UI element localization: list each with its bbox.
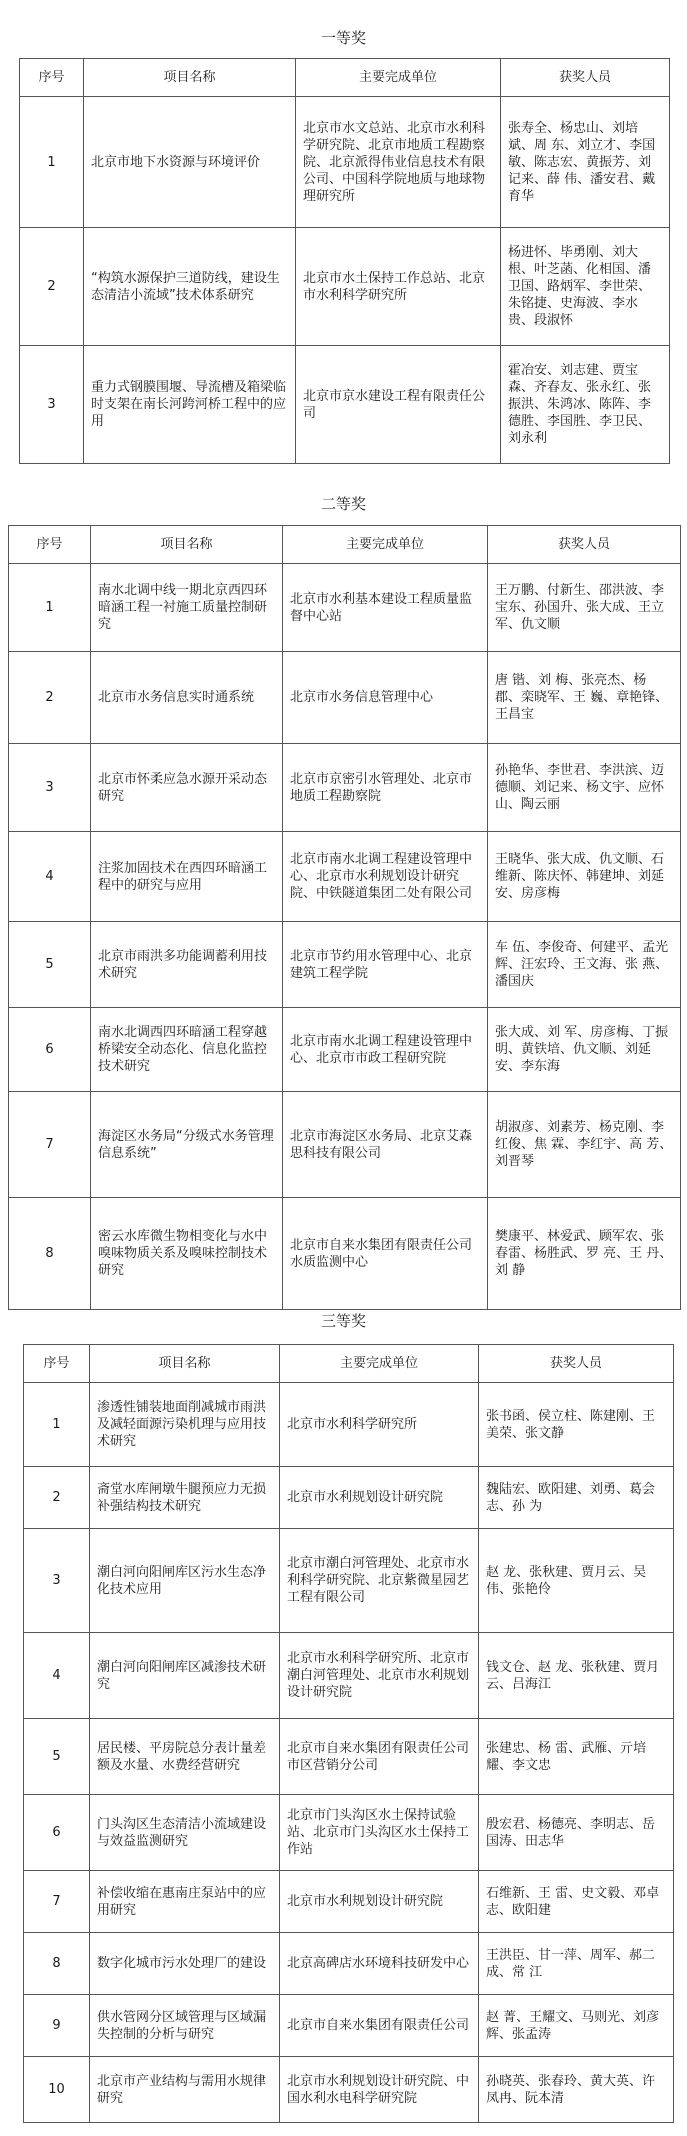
table-row: [24, 1933, 674, 1995]
table-row: [20, 228, 670, 346]
table-row: [24, 1633, 674, 1719]
table-row: [24, 1529, 674, 1633]
section-title-second-prize: 二等奖: [320, 495, 366, 513]
row-no: 7: [9, 1092, 91, 1198]
row-no: 3: [9, 744, 91, 832]
first-prize-table: [19, 58, 670, 464]
row-unit: 北京市水利科学研究所: [280, 1383, 479, 1467]
row-people: 霍冶安、刘志建、贾宝森、齐春友、张永红、张振洪、朱鸿冰、陈阵、李德胜、李国胜、李卫民、刘永利: [501, 346, 670, 464]
row-no: 2: [9, 652, 91, 744]
row-project-name: 北京市怀柔应急水源开采动态研究: [91, 744, 283, 832]
row-no: 10: [24, 2057, 90, 2123]
row-unit: 北京市水利规划设计研究院: [280, 1467, 479, 1529]
header-unit: 主要完成单位: [296, 59, 501, 97]
row-people: 钱文仓、赵 龙、张秋建、贾月云、吕海江: [479, 1633, 674, 1719]
row-project-name: 潮白河向阳闸库区污水生态净化技术应用: [90, 1529, 280, 1633]
row-project-name: 斋堂水库闸墩牛腿预应力无损补强结构技术研究: [90, 1467, 280, 1529]
header-project-name: 项目名称: [84, 59, 296, 97]
row-no: 5: [24, 1719, 90, 1795]
header-project-name: 项目名称: [91, 526, 283, 564]
row-unit: 北京市水土保持工作总站、北京市水利科学研究所: [296, 228, 501, 346]
row-people: 张建忠、杨 雷、武雁、亓培耀、李文忠: [479, 1719, 674, 1795]
section-title-third-prize: 三等奖: [320, 1312, 366, 1330]
row-no: 3: [20, 346, 84, 464]
row-people: 樊康平、林爱武、顾军农、张春雷、杨胜武、罗 亮、王 丹、刘 静: [488, 1198, 681, 1310]
row-project-name: 北京市地下水资源与环境评价: [84, 97, 296, 228]
row-people: 王万鹏、付新生、邵洪波、李宝东、孙国升、张大成、王立军、仇文顺: [488, 564, 681, 652]
third-prize-table: [23, 1344, 674, 2123]
row-unit: 北京市水利基本建设工程质量监督中心站: [283, 564, 488, 652]
row-project-name: 渗透性铺装地面削减城市雨洪及减轻面源污染机理与应用技术研究: [90, 1383, 280, 1467]
row-unit: 北京市海淀区水务局、北京艾森思科技有限公司: [283, 1092, 488, 1198]
row-people: 唐 锴、刘 梅、张亮杰、杨 郡、栾晓军、王 巍、章艳锋、王昌宝: [488, 652, 681, 744]
row-people: 张寿全、杨忠山、刘培斌、周 东、刘立才、李国敏、陈志宏、黄振芳、刘记来、薛 伟、潘安君、戴育华: [501, 97, 670, 228]
row-project-name: 补偿收缩在惠南庄泵站中的应用研究: [90, 1871, 280, 1933]
table-row: [9, 1198, 681, 1310]
row-unit: 北京市水利规划设计研究院: [280, 1871, 479, 1933]
row-unit: 北京市节约用水管理中心、北京建筑工程学院: [283, 922, 488, 1008]
row-no: 9: [24, 1995, 90, 2057]
row-no: 3: [24, 1529, 90, 1633]
row-unit: 北京市水利规划设计研究院、中国水利水电科学研究院: [280, 2057, 479, 2123]
table-row: [24, 2057, 674, 2123]
row-people: 杨进怀、毕勇刚、刘大根、叶芝菡、化相国、潘卫国、路炳军、李世荣、朱铭捷、史海波、李水贵、段淑怀: [501, 228, 670, 346]
row-no: 6: [24, 1795, 90, 1871]
row-no: 1: [9, 564, 91, 652]
table-row: [24, 1871, 674, 1933]
row-people: 殷宏君、杨德亮、李明志、岳国涛、田志华: [479, 1795, 674, 1871]
section-title-first-prize: 一等奖: [320, 29, 366, 47]
row-people: 赵 龙、张秋建、贾月云、吴 伟、张艳伶: [479, 1529, 674, 1633]
header-people: 获奖人员: [501, 59, 670, 97]
table-row: [9, 922, 681, 1008]
row-people: 王洪臣、甘一萍、周军、郝二成、常 江: [479, 1933, 674, 1995]
row-no: 6: [9, 1008, 91, 1092]
row-no: 1: [24, 1383, 90, 1467]
row-project-name: 南水北调中线一期北京西四环暗涵工程一衬施工质量控制研究: [91, 564, 283, 652]
row-no: 4: [9, 832, 91, 922]
header-no: 序号: [24, 1345, 90, 1383]
row-unit: 北京市水务信息管理中心: [283, 652, 488, 744]
row-unit: 北京市京密引水管理处、北京市地质工程勘察院: [283, 744, 488, 832]
header-no: 序号: [9, 526, 91, 564]
second-prize-table: [8, 525, 681, 1310]
row-people: 赵 菁、王耀文、马则光、刘彦辉、张孟涛: [479, 1995, 674, 2057]
row-no: 4: [24, 1633, 90, 1719]
row-project-name: 注浆加固技术在西四环暗涵工程中的研究与应用: [91, 832, 283, 922]
row-unit: 北京市南水北调工程建设管理中心、北京市水利规划设计研究院、中铁隧道集团二处有限公司: [283, 832, 488, 922]
row-project-name: 南水北调西四环暗涵工程穿越桥梁安全动态化、信息化监控技术研究: [91, 1008, 283, 1092]
table-row: [9, 652, 681, 744]
table-row: [24, 1719, 674, 1795]
table-row: [9, 564, 681, 652]
row-unit: 北京市自来水集团有限责任公司水质监测中心: [283, 1198, 488, 1310]
header-people: 获奖人员: [479, 1345, 674, 1383]
table-row: [9, 1092, 681, 1198]
row-unit: 北京市水利科学研究所、北京市潮白河管理处、北京市水利规划设计研究院: [280, 1633, 479, 1719]
row-people: 车 伍、李俊奇、何建平、孟光辉、汪宏玲、王文海、张 燕、潘国庆: [488, 922, 681, 1008]
row-no: 5: [9, 922, 91, 1008]
row-people: 孙晓英、张春玲、黄大英、许凤冉、阮本清: [479, 2057, 674, 2123]
header-unit: 主要完成单位: [280, 1345, 479, 1383]
row-unit: 北京高碑店水环境科技研发中心: [280, 1933, 479, 1995]
header-no: 序号: [20, 59, 84, 97]
row-people: 张大成、刘 军、房彦梅、丁振明、黄铁培、仇文顺、刘延安、李东海: [488, 1008, 681, 1092]
row-project-name: 门头沟区生态清洁小流域建设与效益监测研究: [90, 1795, 280, 1871]
row-project-name: 重力式钢膜围堰、导流槽及箱梁临时支架在南长河跨河桥工程中的应用: [84, 346, 296, 464]
table-header-row: [24, 1345, 674, 1383]
row-project-name: 北京市水务信息实时通系统: [91, 652, 283, 744]
row-no: 7: [24, 1871, 90, 1933]
row-people: 胡淑彦、刘素芳、杨克刚、李红俊、焦 霖、李红宇、高 芳、刘晋琴: [488, 1092, 681, 1198]
table-row: [9, 832, 681, 922]
row-no: 2: [20, 228, 84, 346]
row-project-name: 北京市产业结构与需用水规律研究: [90, 2057, 280, 2123]
row-no: 8: [9, 1198, 91, 1310]
row-no: 8: [24, 1933, 90, 1995]
row-people: 魏陆宏、欧阳建、刘勇、葛会志、孙 为: [479, 1467, 674, 1529]
row-no: 2: [24, 1467, 90, 1529]
table-row: [20, 346, 670, 464]
row-project-name: 海淀区水务局“分级式水务管理信息系统”: [91, 1092, 283, 1198]
table-row: [20, 97, 670, 228]
row-unit: 北京市自来水集团有限责任公司市区营销分公司: [280, 1719, 479, 1795]
row-people: 孙艳华、李世君、李洪滨、迈德顺、刘记来、杨文宇、应怀山、陶云丽: [488, 744, 681, 832]
header-project-name: 项目名称: [90, 1345, 280, 1383]
table-row: [24, 1467, 674, 1529]
row-unit: 北京市自来水集团有限责任公司: [280, 1995, 479, 2057]
table-header-row: [9, 526, 681, 564]
row-project-name: 数字化城市污水处理厂的建设: [90, 1933, 280, 1995]
table-row: [9, 744, 681, 832]
row-people: 石维新、王 雷、史文毅、邓卓志、欧阳建: [479, 1871, 674, 1933]
row-unit: 北京市京水建设工程有限责任公司: [296, 346, 501, 464]
header-unit: 主要完成单位: [283, 526, 488, 564]
row-unit: 北京市水文总站、北京市水利科学研究院、北京市地质工程勘察院、北京派得伟业信息技术有限公司、中国科学院地质与地球物理研究所: [296, 97, 501, 228]
header-people: 获奖人员: [488, 526, 681, 564]
table-header-row: [20, 59, 670, 97]
row-project-name: 潮白河向阳闸库区减渗技术研究: [90, 1633, 280, 1719]
row-people: 张书函、侯立柱、陈建刚、王美荣、张文静: [479, 1383, 674, 1467]
row-project-name: 供水管网分区域管理与区域漏失控制的分析与研究: [90, 1995, 280, 2057]
row-unit: 北京市门头沟区水土保持试验站、北京市门头沟区水土保持工作站: [280, 1795, 479, 1871]
table-row: [9, 1008, 681, 1092]
table-row: [24, 1795, 674, 1871]
row-project-name: “构筑水源保护三道防线，建设生态清洁小流域”技术体系研究: [84, 228, 296, 346]
row-project-name: 密云水库微生物相变化与水中嗅味物质关系及嗅味控制技术研究: [91, 1198, 283, 1310]
row-unit: 北京市南水北调工程建设管理中心、北京市市政工程研究院: [283, 1008, 488, 1092]
row-no: 1: [20, 97, 84, 228]
table-row: [24, 1995, 674, 2057]
row-project-name: 居民楼、平房院总分表计量差额及水量、水费经营研究: [90, 1719, 280, 1795]
table-row: [24, 1383, 674, 1467]
row-unit: 北京市潮白河管理处、北京市水利科学研究院、北京紫微星园艺工程有限公司: [280, 1529, 479, 1633]
row-project-name: 北京市雨洪多功能调蓄利用技术研究: [91, 922, 283, 1008]
row-people: 王晓华、张大成、仇文顺、石维新、陈庆怀、韩建坤、刘延安、房彦梅: [488, 832, 681, 922]
